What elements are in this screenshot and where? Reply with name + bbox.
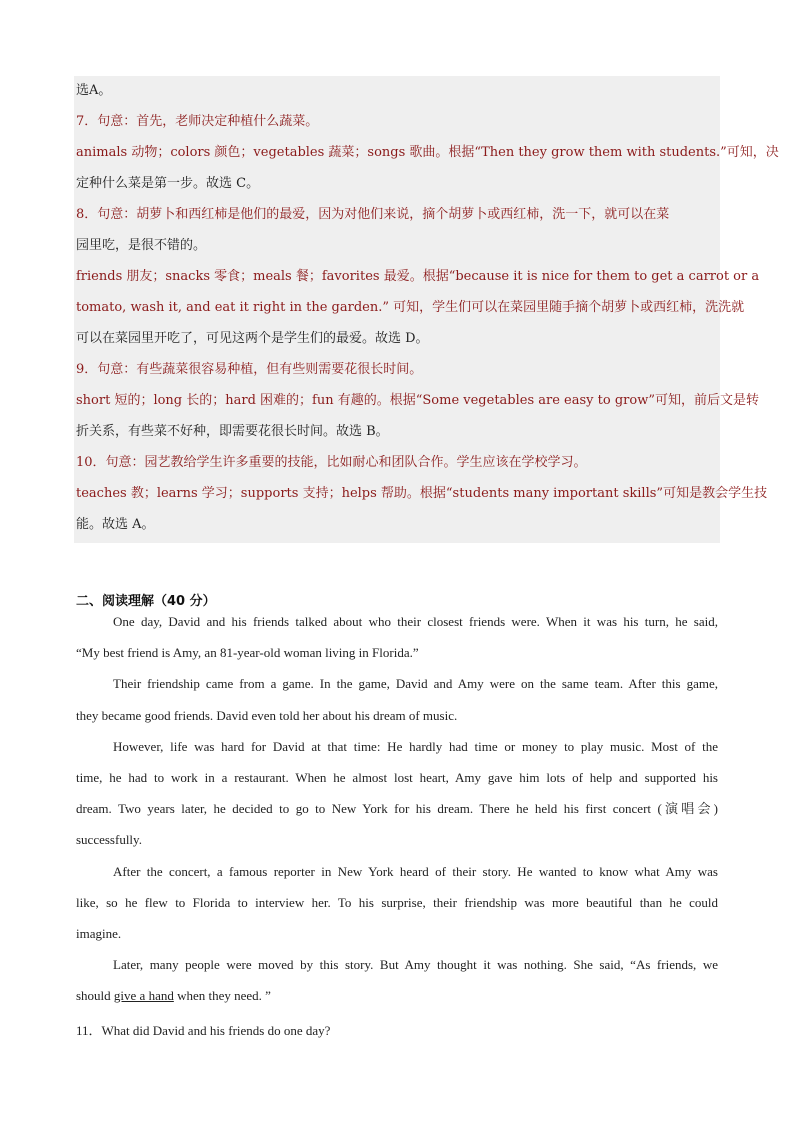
passage-line: However, life was hard for David at that time: He hardly had time or money to play music. Most of the — [113, 738, 718, 754]
passage-line: Later, many people were moved by this story. But Amy thought it was nothing. She said, “As friends, we — [113, 957, 718, 973]
question-11: 11．What did David and his friends do one day? — [76, 1023, 331, 1038]
passage-line: dream. Two years later, he decided to go to New York for his dream. There he held his first concert (演唱会) — [76, 801, 718, 817]
passage-line: Their friendship came from a game. In the game, David and Amy were on the same team. After this game, — [113, 676, 718, 692]
passage-line: they became good friends. David even told her about his dream of music. — [76, 707, 458, 723]
answer-line: 园里吃，是很不错的。 — [76, 238, 207, 253]
answer-line: 能。故选 A。 — [76, 517, 155, 532]
answer-line: 10．句意：园艺教给学生许多重要的技能，比如耐心和团队合作。学生应该在学校学习。 — [76, 455, 587, 470]
answer-line: 定种什么菜是第一步。故选 C。 — [76, 176, 260, 191]
passage-text: should — [76, 988, 114, 1003]
passage-line: One day, David and his friends talked about who their closest friends were. When it was his turn, he said, — [113, 614, 718, 629]
passage-text: when they need. ” — [173, 988, 271, 1003]
answer-line: short 短的；long 长的；hard 困难的；fun 有趣的。根据“Some vegetables are easy to grow”可知，前后文是转 — [76, 393, 759, 408]
answer-line: 可以在菜园里开吃了，可见这两个是学生们的最爱。故选 D。 — [76, 331, 429, 346]
passage-line: imagine. — [76, 926, 122, 941]
answer-line: 选A。 — [76, 83, 112, 98]
passage-line — [76, 988, 718, 1004]
answer-line: 9．句意：有些蔬菜很容易种植，但有些则需要花很长时间。 — [76, 362, 423, 377]
answer-line: 7．句意：首先，老师决定种植什么蔬菜。 — [76, 114, 319, 129]
passage-line: time, he had to work in a restaurant. When he almost lost heart, Amy gave him lots of help and supported his — [76, 770, 718, 785]
answer-line: teaches 教；learns 学习；supports 支持；helps 帮助。根据“students many important skills”可知是教会学生技 — [76, 486, 768, 501]
answer-line: 折关系，有些菜不好种，即需要花很长时间。故选 B。 — [76, 424, 389, 439]
answer-line: friends 朋友；snacks 零食；meals 餐；favorites 最爱。根据“because it is nice for them to get a carrot or a — [76, 269, 760, 284]
passage-line: After the concert, a famous reporter in New York heard of their story. He wanted to know what Amy was — [113, 863, 718, 879]
passage-line: successfully. — [76, 832, 142, 848]
underlined-phrase: give a hand — [113, 988, 174, 1003]
answer-line: 8．句意：胡萝卜和西红柿是他们的最爱，因为对他们来说，摘个胡萝卜或西红柿，洗一下，就可以在菜 — [76, 207, 670, 222]
passage-line: like, so he flew to Florida to interview her. To his surprise, their friendship was more beautiful than he could — [76, 894, 718, 910]
answer-line: animals 动物；colors 颜色；vegetables 蔬菜；songs 歌曲。根据“Then they grow them with students.”可知，决 — [76, 145, 779, 160]
section-title: 二、阅读理解（40 分） — [76, 594, 216, 609]
passage-line: “My best friend is Amy, an 81-year-old woman living in Florida.” — [76, 645, 419, 661]
answer-line: tomato, wash it, and eat it right in the garden.” 可知，学生们可以在菜园里随手摘个胡萝卜或西红柿，洗洗就 — [76, 300, 745, 315]
